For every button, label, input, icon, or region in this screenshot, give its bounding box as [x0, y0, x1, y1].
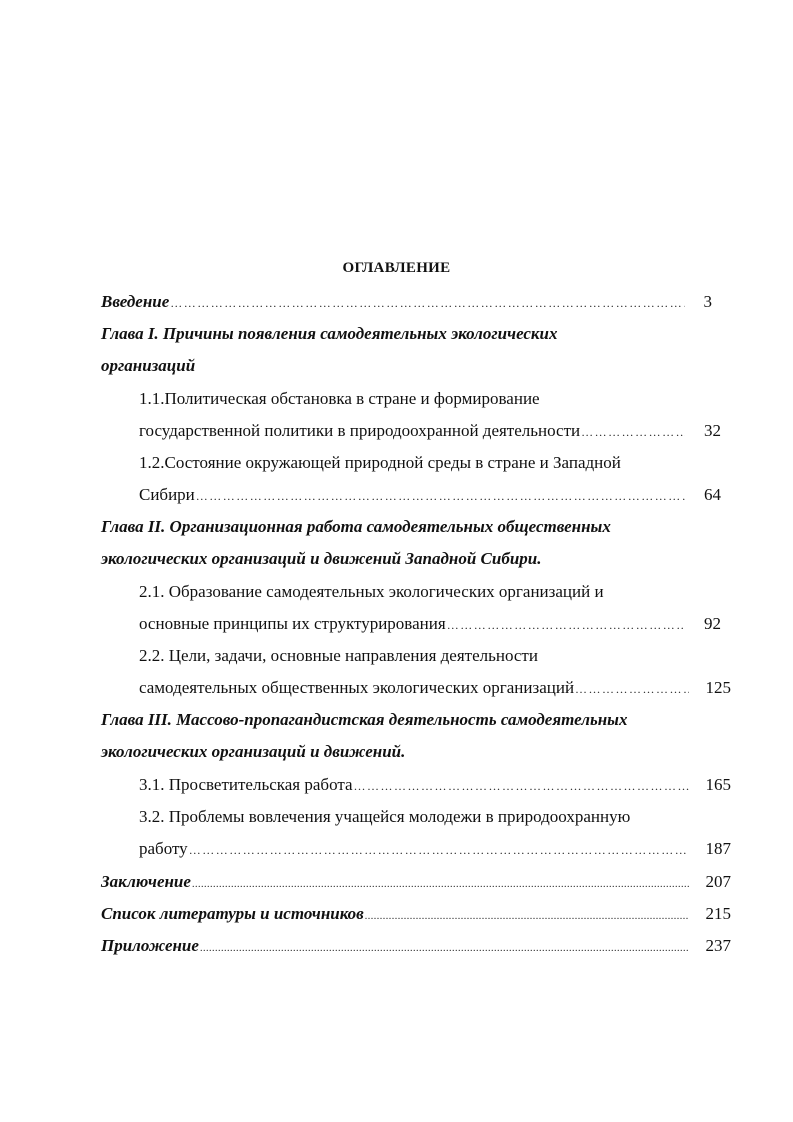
- section-3-2-line2: работу: [139, 839, 188, 858]
- section-2-2-page: 125: [705, 678, 731, 697]
- toc-title: ОГЛАВЛЕНИЕ: [342, 260, 451, 276]
- section-2-2-line1: 2.2. Цели, задачи, основные направления деятельности: [139, 646, 538, 665]
- chapter2-heading-line2: экологических организаций и движений Западной Сибири.: [101, 549, 542, 568]
- leader-dots: [192, 873, 689, 897]
- leader-dots: [581, 420, 685, 444]
- leader-dots: [196, 484, 685, 508]
- toc-entry-2-1: [139, 612, 685, 636]
- leader-dots: [189, 838, 689, 862]
- toc-references-page: 215: [705, 904, 731, 923]
- section-1-2-line2: Сибири: [139, 485, 195, 504]
- leader-dots: [200, 937, 689, 961]
- section-1-1-line1: 1.1.Политическая обстановка в стране и формирование: [139, 389, 540, 408]
- toc-conclusion-page: 207: [705, 872, 731, 891]
- chapter2-heading-line1: Глава II. Организационная работа самодеятельных общественных: [101, 517, 611, 536]
- section-3-2-line1: 3.2. Проблемы вовлечения учащейся молодежи в природоохранную: [139, 807, 631, 826]
- toc-entry-intro: [101, 290, 685, 314]
- section-2-1-line1: 2.1. Образование самодеятельных экологических организаций и: [139, 582, 604, 601]
- toc-entry-appendix: [101, 934, 689, 958]
- toc-appendix-page: 237: [705, 936, 731, 955]
- toc-entry-3-1: [139, 773, 689, 797]
- chapter3-heading-line1: Глава III. Массово-пропагандистская деятельность самодеятельных: [101, 710, 628, 729]
- leader-dots: [447, 613, 685, 637]
- toc-references-label: Список литературы и источников: [101, 904, 364, 923]
- toc-entry-3-2: [139, 837, 689, 861]
- leader-dots: [575, 677, 689, 701]
- section-2-2-line2: самодеятельных общественных экологических организаций: [139, 678, 575, 697]
- section-3-2-page: 187: [705, 839, 731, 858]
- leader-dots: [354, 774, 689, 798]
- toc-entry-conclusion: [101, 870, 689, 894]
- leader-dots: [365, 905, 689, 929]
- section-1-2-page: 64: [704, 485, 721, 504]
- section-3-1-page: 165: [705, 775, 731, 794]
- toc-entry-1-2: [139, 483, 685, 507]
- toc-intro-label: Введение: [101, 292, 170, 311]
- chapter3-heading-line2: экологических организаций и движений.: [101, 742, 406, 761]
- chapter1-heading-line2: организаций: [101, 356, 196, 375]
- chapter1-heading-line1: Глава I. Причины появления самодеятельных экологических: [101, 324, 558, 343]
- toc-entry-2-2: [139, 676, 689, 700]
- toc-appendix-label: Приложение: [101, 936, 199, 955]
- leader-dots: [170, 291, 685, 315]
- section-3-1-label: 3.1. Просветительская работа: [139, 775, 353, 794]
- toc-intro-page: 3: [703, 292, 712, 311]
- section-1-2-line1: 1.2.Состояние окружающей природной среды в стране и Западной: [139, 453, 621, 472]
- toc-entry-1-1: [139, 419, 685, 443]
- toc-entry-references: [101, 902, 689, 926]
- section-1-1-line2: государственной политики в природоохранной деятельности: [139, 421, 581, 440]
- section-1-1-page: 32: [704, 421, 721, 440]
- section-2-1-page: 92: [704, 614, 721, 633]
- toc-conclusion-label: Заключение: [101, 872, 191, 891]
- section-2-1-line2: основные принципы их структурирования: [139, 614, 446, 633]
